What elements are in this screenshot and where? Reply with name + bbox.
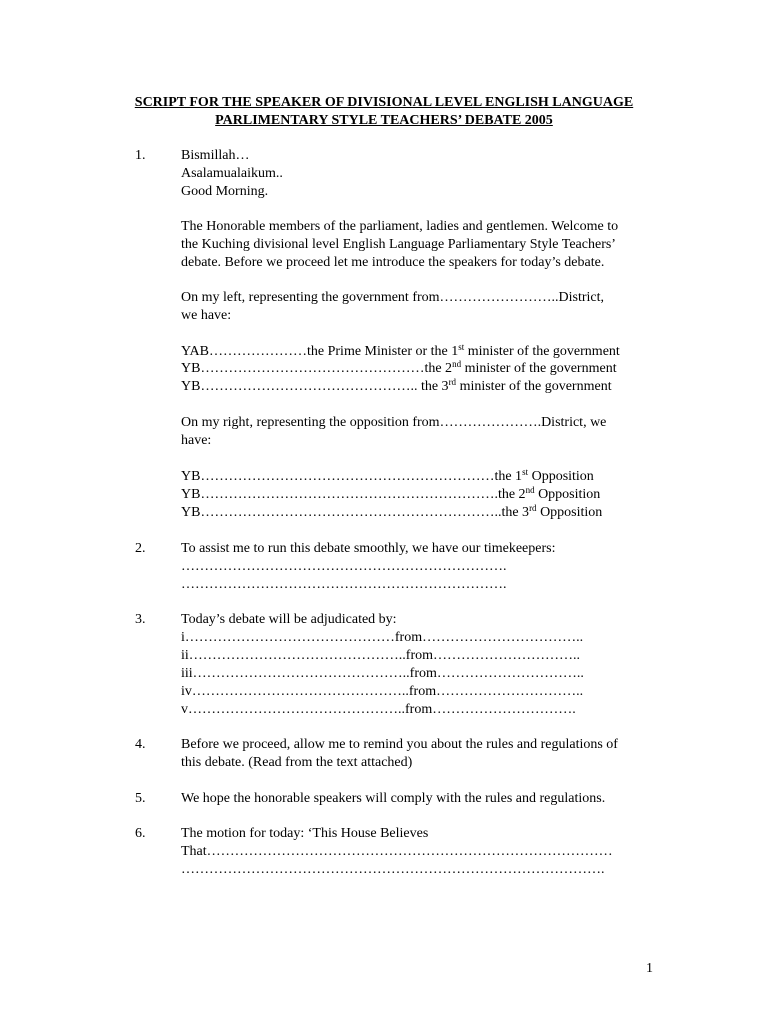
welcome-line: the Kuching divisional level English Language Parliamentary Style Teachers’ xyxy=(181,237,616,252)
rules-reminder-line: this debate. (Read from the text attached) xyxy=(181,755,413,770)
greeting-bismillah: Bismillah… xyxy=(181,148,250,163)
greeting-morning: Good Morning. xyxy=(181,184,269,199)
rules-reminder-line: Before we proceed, allow me to remind you about the rules and regulations of xyxy=(181,737,618,752)
government-speaker-2: YB…………………………………………the 2nd minister of the government xyxy=(181,359,617,376)
compliance-line: We hope the honorable speakers will comply with the rules and regulations. xyxy=(181,791,606,806)
greeting-salam: Asalamualaikum.. xyxy=(181,166,283,181)
motion-line: The motion for today: ‘This House Believes xyxy=(181,826,429,841)
timekeeper-blank: ……………………………………………………………. xyxy=(181,577,507,592)
opposition-speaker-3: YB………………………………………………………..the 3rd Opposition xyxy=(181,503,603,520)
motion-blank: ………………………………………………………………………………. xyxy=(181,862,605,877)
opposition-intro: On my right, representing the opposition from………………….District, we xyxy=(181,415,607,430)
page-number: 1 xyxy=(646,961,653,976)
title-line-2: PARLIMENTARY STYLE TEACHERS’ DEBATE 2005 xyxy=(215,113,553,128)
item-number-2: 2. xyxy=(135,541,146,556)
item-number-3: 3. xyxy=(135,612,146,627)
adjudicators-heading: Today’s debate will be adjudicated by: xyxy=(181,612,397,627)
item-number-6: 6. xyxy=(135,826,146,841)
adjudicator-line: iii………………………………………..from………………………….. xyxy=(181,666,584,681)
timekeepers-line: To assist me to run this debate smoothly, we have our timekeepers: xyxy=(181,541,556,556)
timekeeper-blank: ……………………………………………………………. xyxy=(181,559,507,574)
adjudicator-line: v………………………………………..from…………………………. xyxy=(181,702,576,717)
welcome-line: debate. Before we proceed let me introduce the speakers for today’s debate. xyxy=(181,255,605,270)
opposition-speaker-2: YB……………………………………………………….the 2nd Opposition xyxy=(181,485,601,502)
adjudicator-line: i………………………………………from…………………………….. xyxy=(181,630,584,645)
adjudicator-line: iv………………………………………..from………………………….. xyxy=(181,684,584,699)
welcome-line: The Honorable members of the parliament, ladies and gentlemen. Welcome to xyxy=(181,219,619,234)
motion-blank: That…………………………………………………………………………… xyxy=(181,844,613,859)
title-line-1: SCRIPT FOR THE SPEAKER OF DIVISIONAL LEVEL ENGLISH LANGUAGE xyxy=(134,95,634,110)
government-intro: we have: xyxy=(181,308,232,323)
adjudicator-line: ii………………………………………..from………………………….. xyxy=(181,648,580,663)
item-number-4: 4. xyxy=(135,737,146,752)
government-intro: On my left, representing the government from……………………..District, xyxy=(181,290,605,305)
opposition-intro: have: xyxy=(181,433,212,448)
item-number-1: 1. xyxy=(135,148,146,163)
item-number-5: 5. xyxy=(135,791,146,806)
opposition-speaker-1: YB………………………………………………………the 1st Opposition xyxy=(181,467,594,484)
government-speaker-1: YAB…………………the Prime Minister or the 1st minister of the government xyxy=(181,342,620,359)
government-speaker-3: YB……………………………………….. the 3rd minister of the government xyxy=(181,377,612,394)
